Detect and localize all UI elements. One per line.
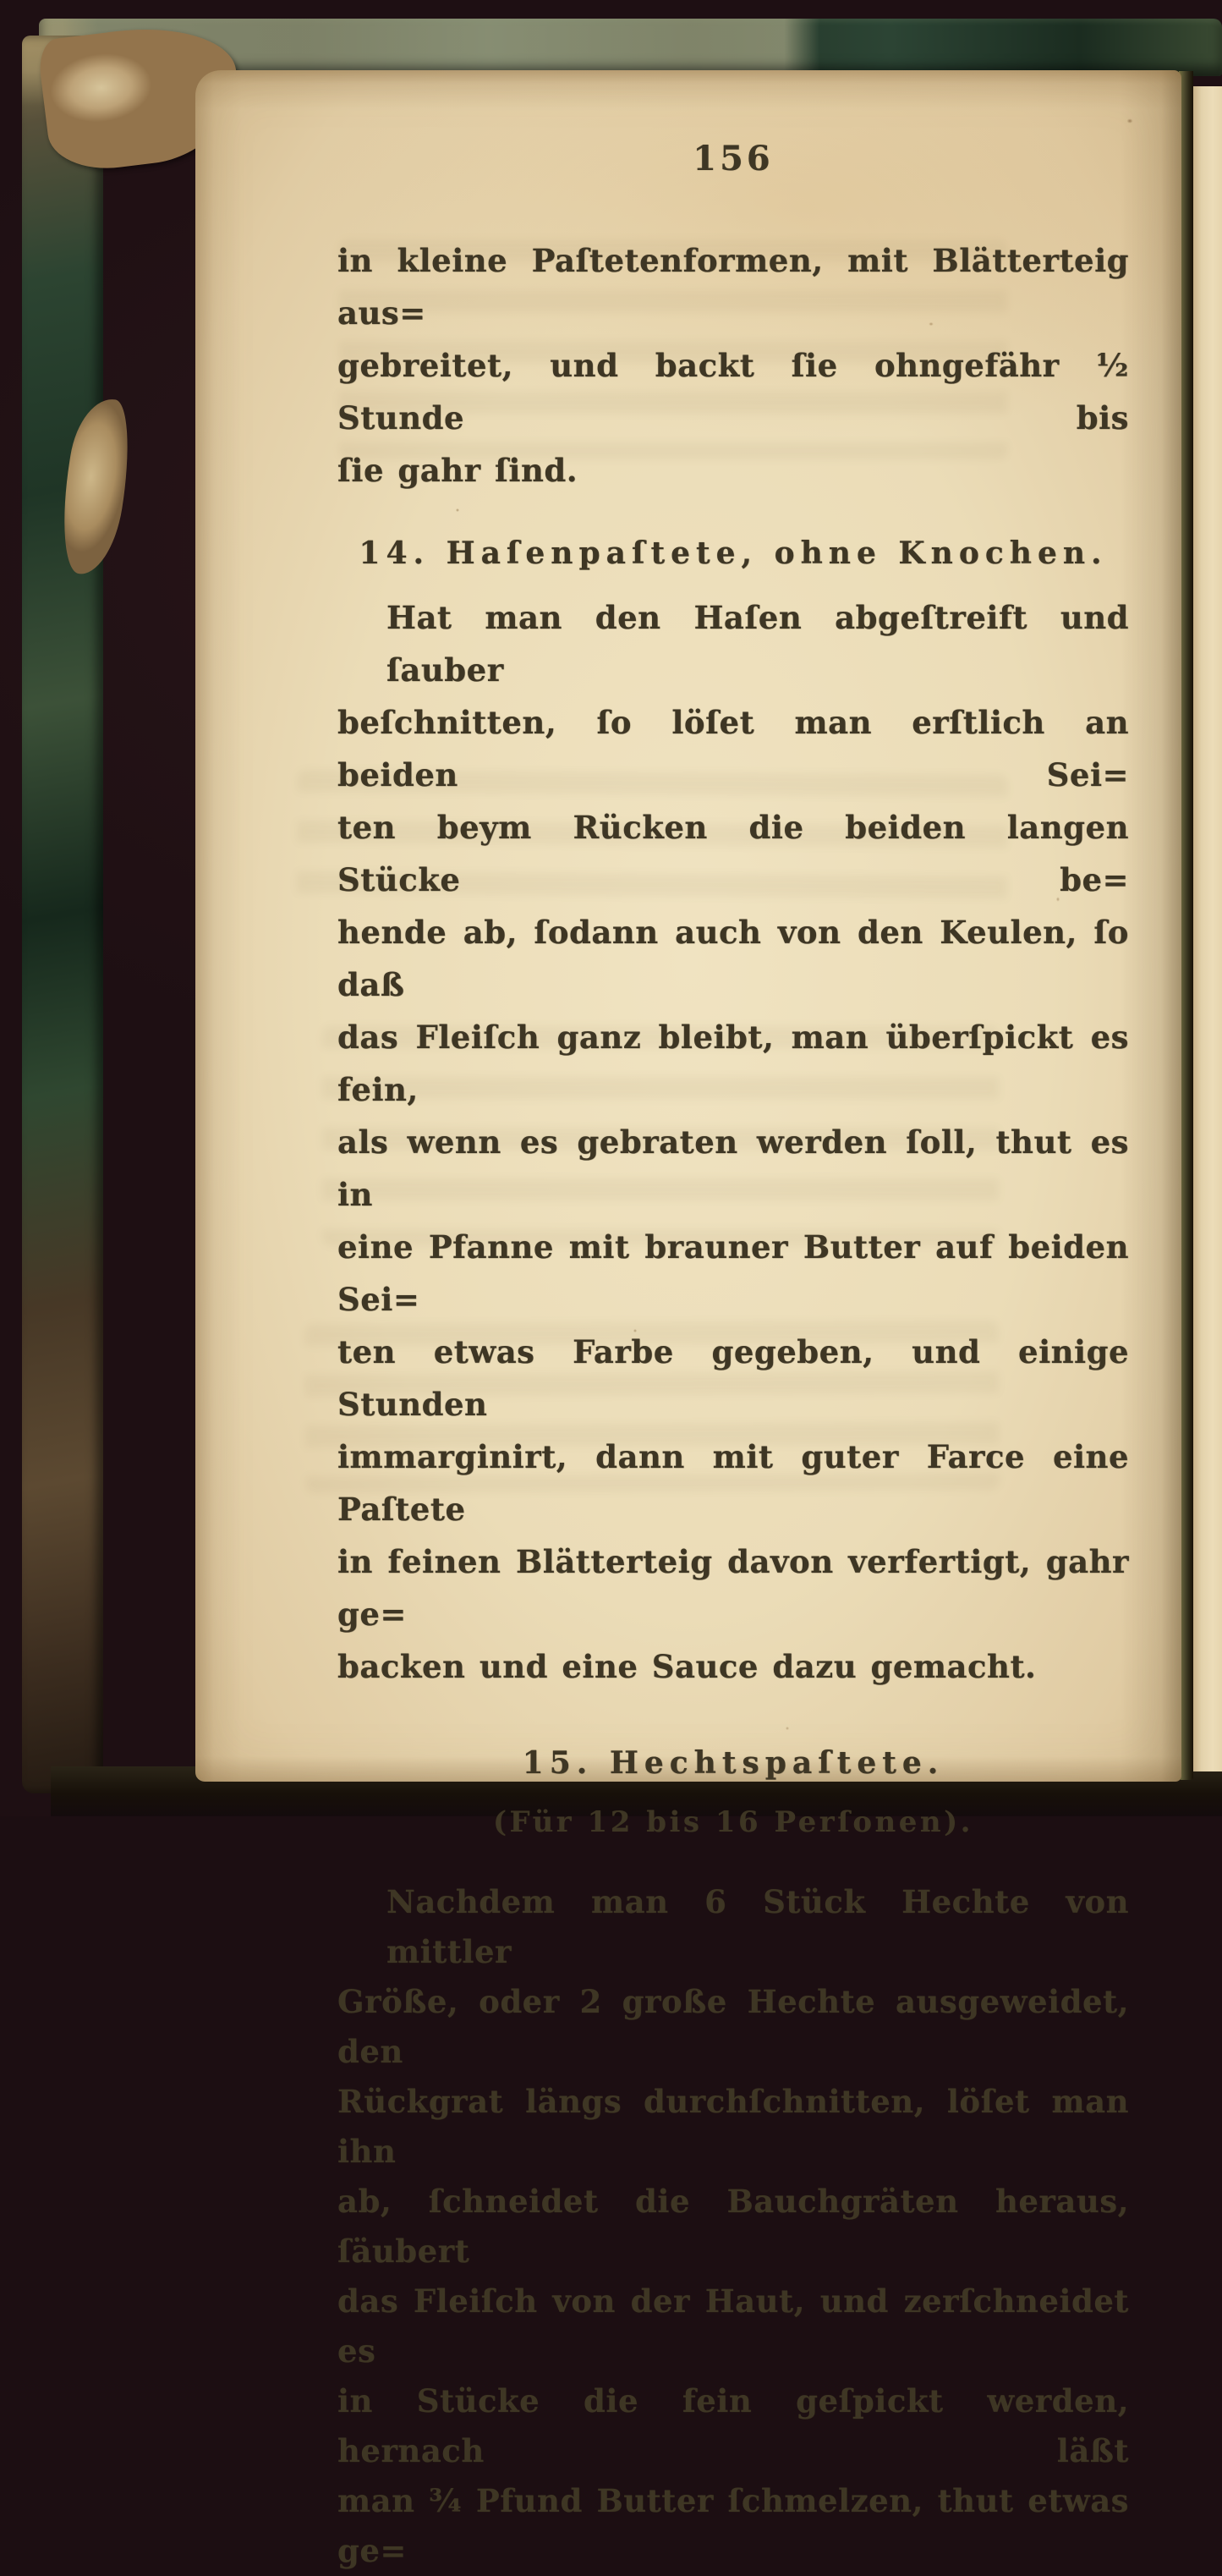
text-line: in feinen Blätterteig davon verfertigt, gahr ge= [337,1543,1129,1633]
text-line: als wenn es gebraten werden ſoll, thut es in [337,1123,1129,1213]
text-line: Nachdem man 6 Stück Hechte von mittler [386,1883,1129,1970]
paragraph-continuation [337,234,1129,497]
recipe-15-paragraph [337,1877,1129,2576]
text-line: backen und eine Sauce dazu gemacht. [337,1648,1037,1685]
facing-page-edge [1191,86,1222,1771]
page-number: 156 [693,139,774,179]
text-line: ten beym Rücken die beiden langen Stücke be= [337,809,1129,898]
recipe-14-paragraph [337,591,1129,1693]
page-text [337,133,1129,2576]
text-line: in kleine Paſtetenformen, mit Blätterteig aus= [337,242,1129,332]
text-line: ſie gahr ſind. [337,452,578,489]
text-line: gebreitet, und backt ſie ohngefähr ½ Stunde bis [337,347,1129,437]
text-line: Rückgrat längs durchſchnitten, löſet man ihn [337,2083,1129,2170]
text-line: eine Pfanne mit brauner Butter auf beiden Sei= [337,1228,1129,1318]
text-line: das Fleiſch von der Haut, und zerſchneidet es [337,2282,1129,2370]
page-block-fore-edge [88,58,208,1810]
recipe-14-heading: 14. Haſenpaſtete, ohne Knochen. [359,536,1108,571]
text-line: ten etwas Farbe gegeben, und einige Stunden [337,1333,1129,1423]
text-line: immarginirt, dann mit guter Farce eine Paſtete [337,1438,1129,1528]
recipe-15-serving-note: (Für 12 bis 16 Perſonen). [492,1805,974,1839]
text-line: Hat man den Haſen abgeſtreift und ſauber [386,599,1129,689]
text-line: das Fleiſch ganz bleibt, man überſpickt es fein, [337,1019,1129,1108]
recipe-15-heading: 15. Hechtspaſtete. [522,1745,945,1781]
book-page [195,70,1181,2569]
text-line: Größe, oder 2 große Hechte ausgeweidet, den [337,1983,1129,2070]
text-line: in Stücke die fein geſpickt werden, hernach läßt [337,2382,1129,2469]
text-line: man ¾ Pfund Butter ſchmelzen, thut etwas ge= [337,2482,1129,2569]
text-line: beſchnitten, ſo löſet man erſtlich an beiden Sei= [337,704,1129,794]
text-line: ab, ſchneidet die Bauchgräten heraus, ſäubert [337,2183,1129,2270]
text-line: hende ab, ſodann auch von den Keulen, ſo daß [337,914,1129,1003]
